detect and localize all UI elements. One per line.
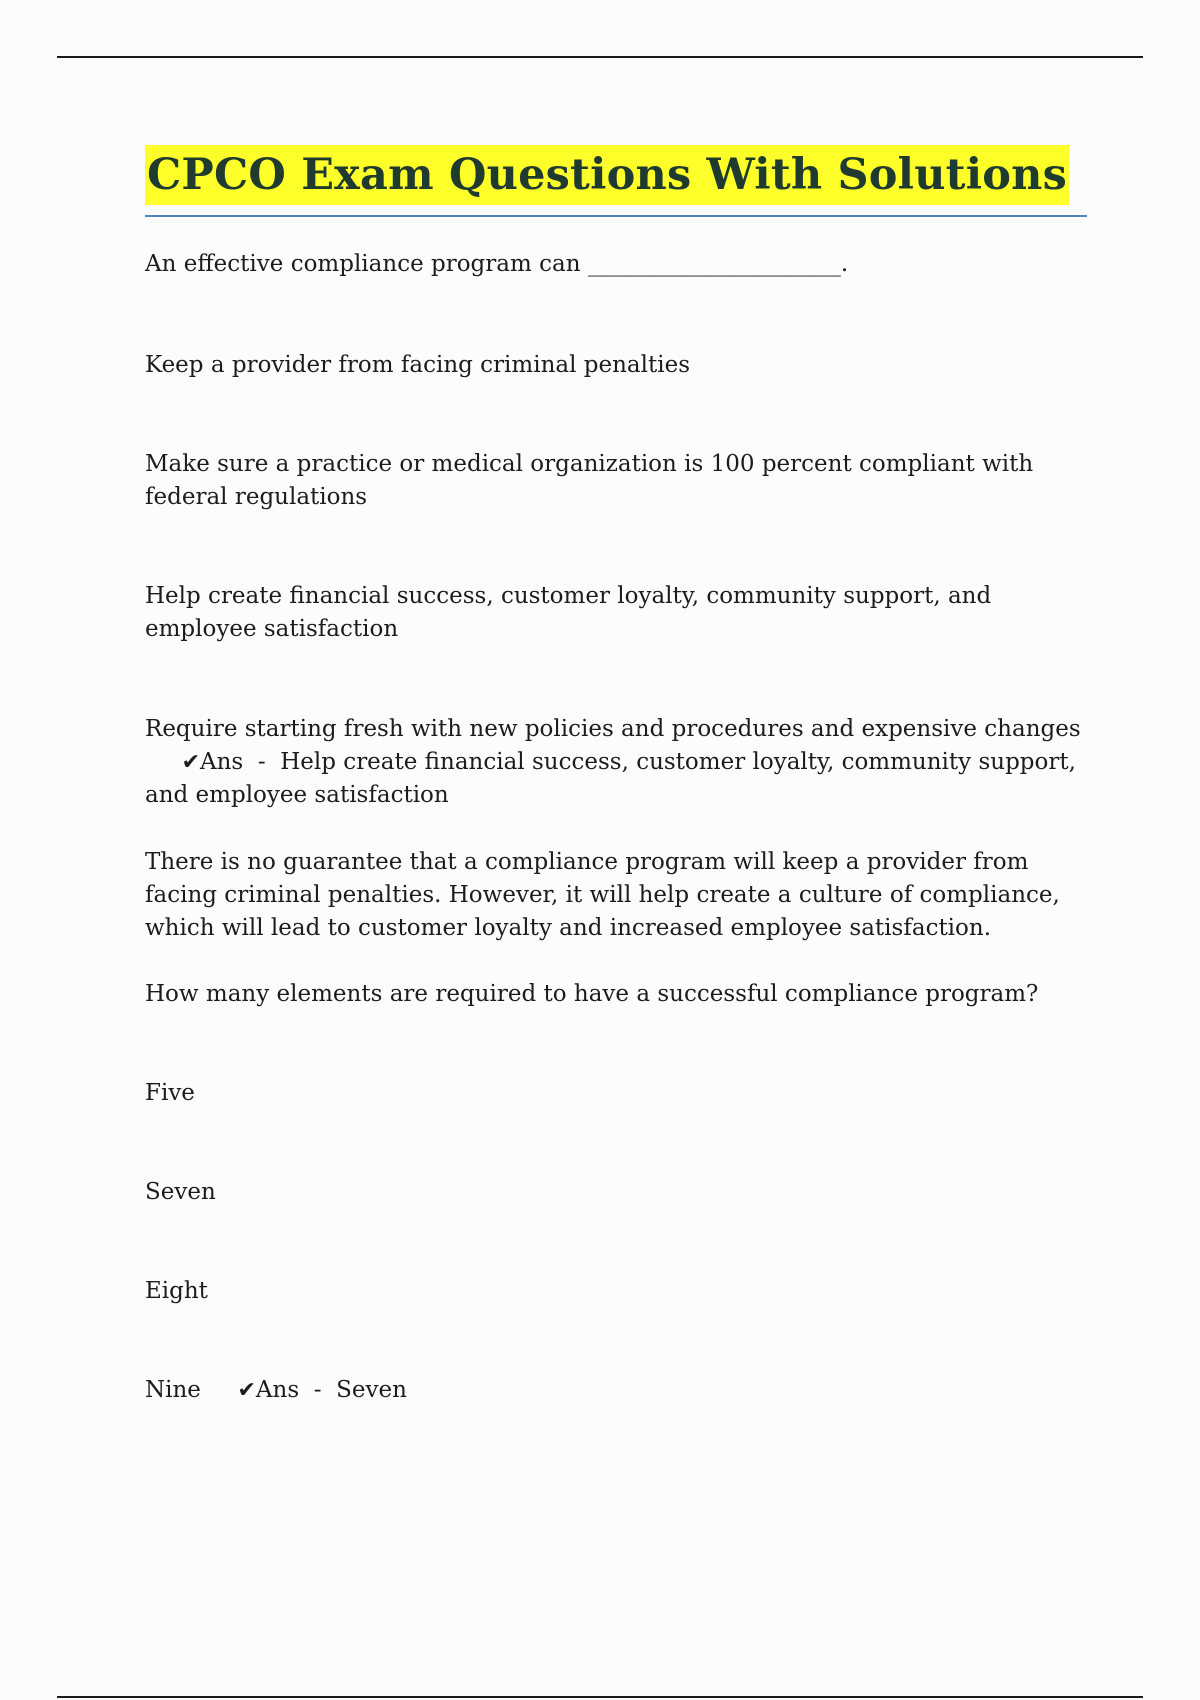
question-1-explanation: There is no guarantee that a compliance program will keep a provider from facing criminal penalties. However, it will help create a culture of compliance, which will lead to customer loyalty and increased employee satisfaction. [145,849,1060,941]
title-block [145,145,1087,217]
check-mark-icon: ✔ [181,750,200,775]
header-rule [57,56,1143,58]
question-2-option-d: Nine [145,1377,201,1403]
question-2-option-b: Seven [145,1179,216,1205]
question-1-option-d: Require starting fresh with new policies and procedures and expensive changes [145,716,1081,742]
question-2-text: How many elements are required to have a successful compliance program? [145,981,1039,1007]
footer-rule [57,1696,1143,1698]
question-2-option-c: Eight [145,1278,208,1304]
question-1-text: An effective compliance program can ______________________. [145,251,849,277]
question-1-option-a: Keep a provider from facing criminal penalties [145,352,691,378]
question-1-option-b: Make sure a practice or medical organization is 100 percent compliant with federal regulations [145,451,1034,510]
question-1-option-c: Help create financial success, customer loyalty, community support, and employee satisfaction [145,583,992,642]
answer-prefix: Ans - [255,1377,337,1403]
answer-prefix: Ans - [200,749,281,775]
question-1-answer: Help create financial success, customer loyalty, community support, and employee satisfaction [145,749,1076,808]
question-1-option-d-with-answer [145,713,1095,812]
question-2-option-d-with-answer [145,1374,1095,1407]
question-2-answer: Seven [336,1377,407,1403]
question-2-option-a: Five [145,1080,195,1106]
document-title: CPCO Exam Questions With Solutions [145,145,1069,205]
check-mark-icon: ✔ [237,1378,256,1403]
